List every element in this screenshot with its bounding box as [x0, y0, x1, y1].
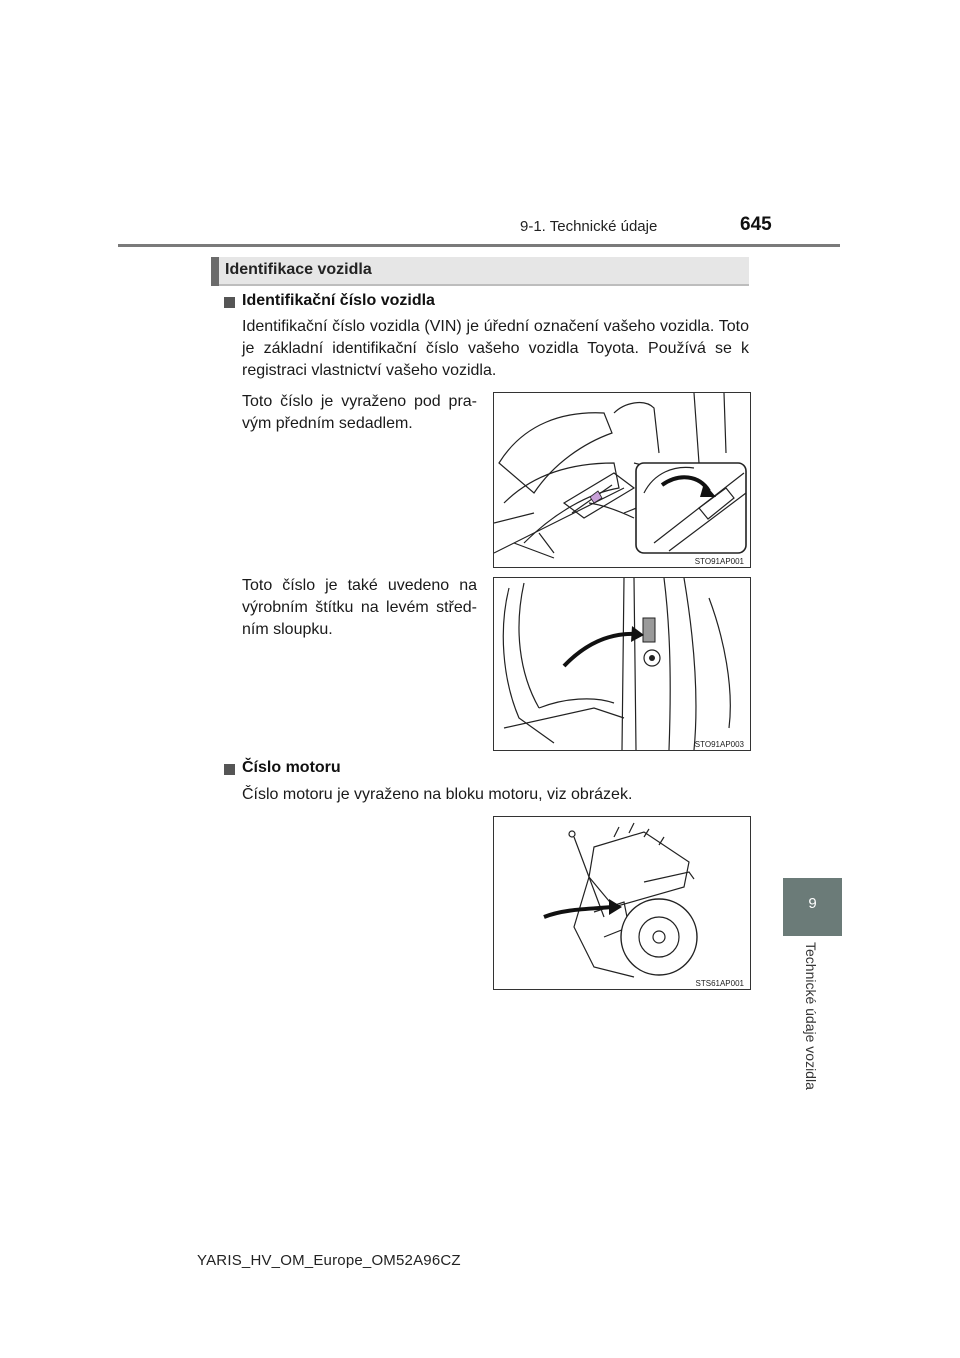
chapter-number: 9	[808, 895, 817, 912]
figure-pillar-plate	[493, 577, 751, 751]
running-header-section: 9-1. Technické údaje	[520, 218, 658, 235]
engine-text: Číslo motoru je vyraženo na bloku motoru, viz obrázek.	[242, 786, 633, 803]
figure-code: STO91AP003	[694, 740, 744, 749]
square-bullet-icon	[224, 297, 235, 308]
figure-engine-number	[493, 816, 751, 990]
chapter-tab	[783, 878, 842, 936]
pillar-plate-illustration	[494, 578, 750, 750]
vin-location-pillar: Toto číslo je také uvedeno na výrobním štítku na levém střed- ním sloupku.	[242, 577, 477, 638]
figure-code: STO91AP001	[694, 557, 744, 566]
figure-seat-vin	[493, 392, 751, 568]
section-title-accent	[211, 257, 219, 286]
vin-location-seat: Toto číslo je vyraženo pod pra- vým předním sedadlem.	[242, 393, 477, 432]
section-title: Identifikace vozidla	[225, 261, 372, 278]
vin-intro: Identifikační číslo vozidla (VIN) je úřední označení vašeho vozidla. Toto je základní identifikační číslo vašeho vozidla Toyota. Používá se k registraci vlastnictví vašeho vozidla.	[242, 318, 749, 379]
chapter-title: Technické údaje vozidla	[803, 942, 819, 1090]
figure-code: STS61AP001	[695, 979, 744, 988]
engine-heading: Číslo motoru	[242, 759, 341, 776]
vin-heading: Identifikační číslo vozidla	[242, 292, 435, 309]
square-bullet-icon	[224, 764, 235, 775]
engine-illustration	[494, 817, 750, 989]
header-divider	[118, 244, 840, 247]
document-footer: YARIS_HV_OM_Europe_OM52A96CZ	[197, 1252, 461, 1269]
seat-vin-illustration	[494, 393, 750, 567]
page-number: 645	[740, 214, 772, 235]
